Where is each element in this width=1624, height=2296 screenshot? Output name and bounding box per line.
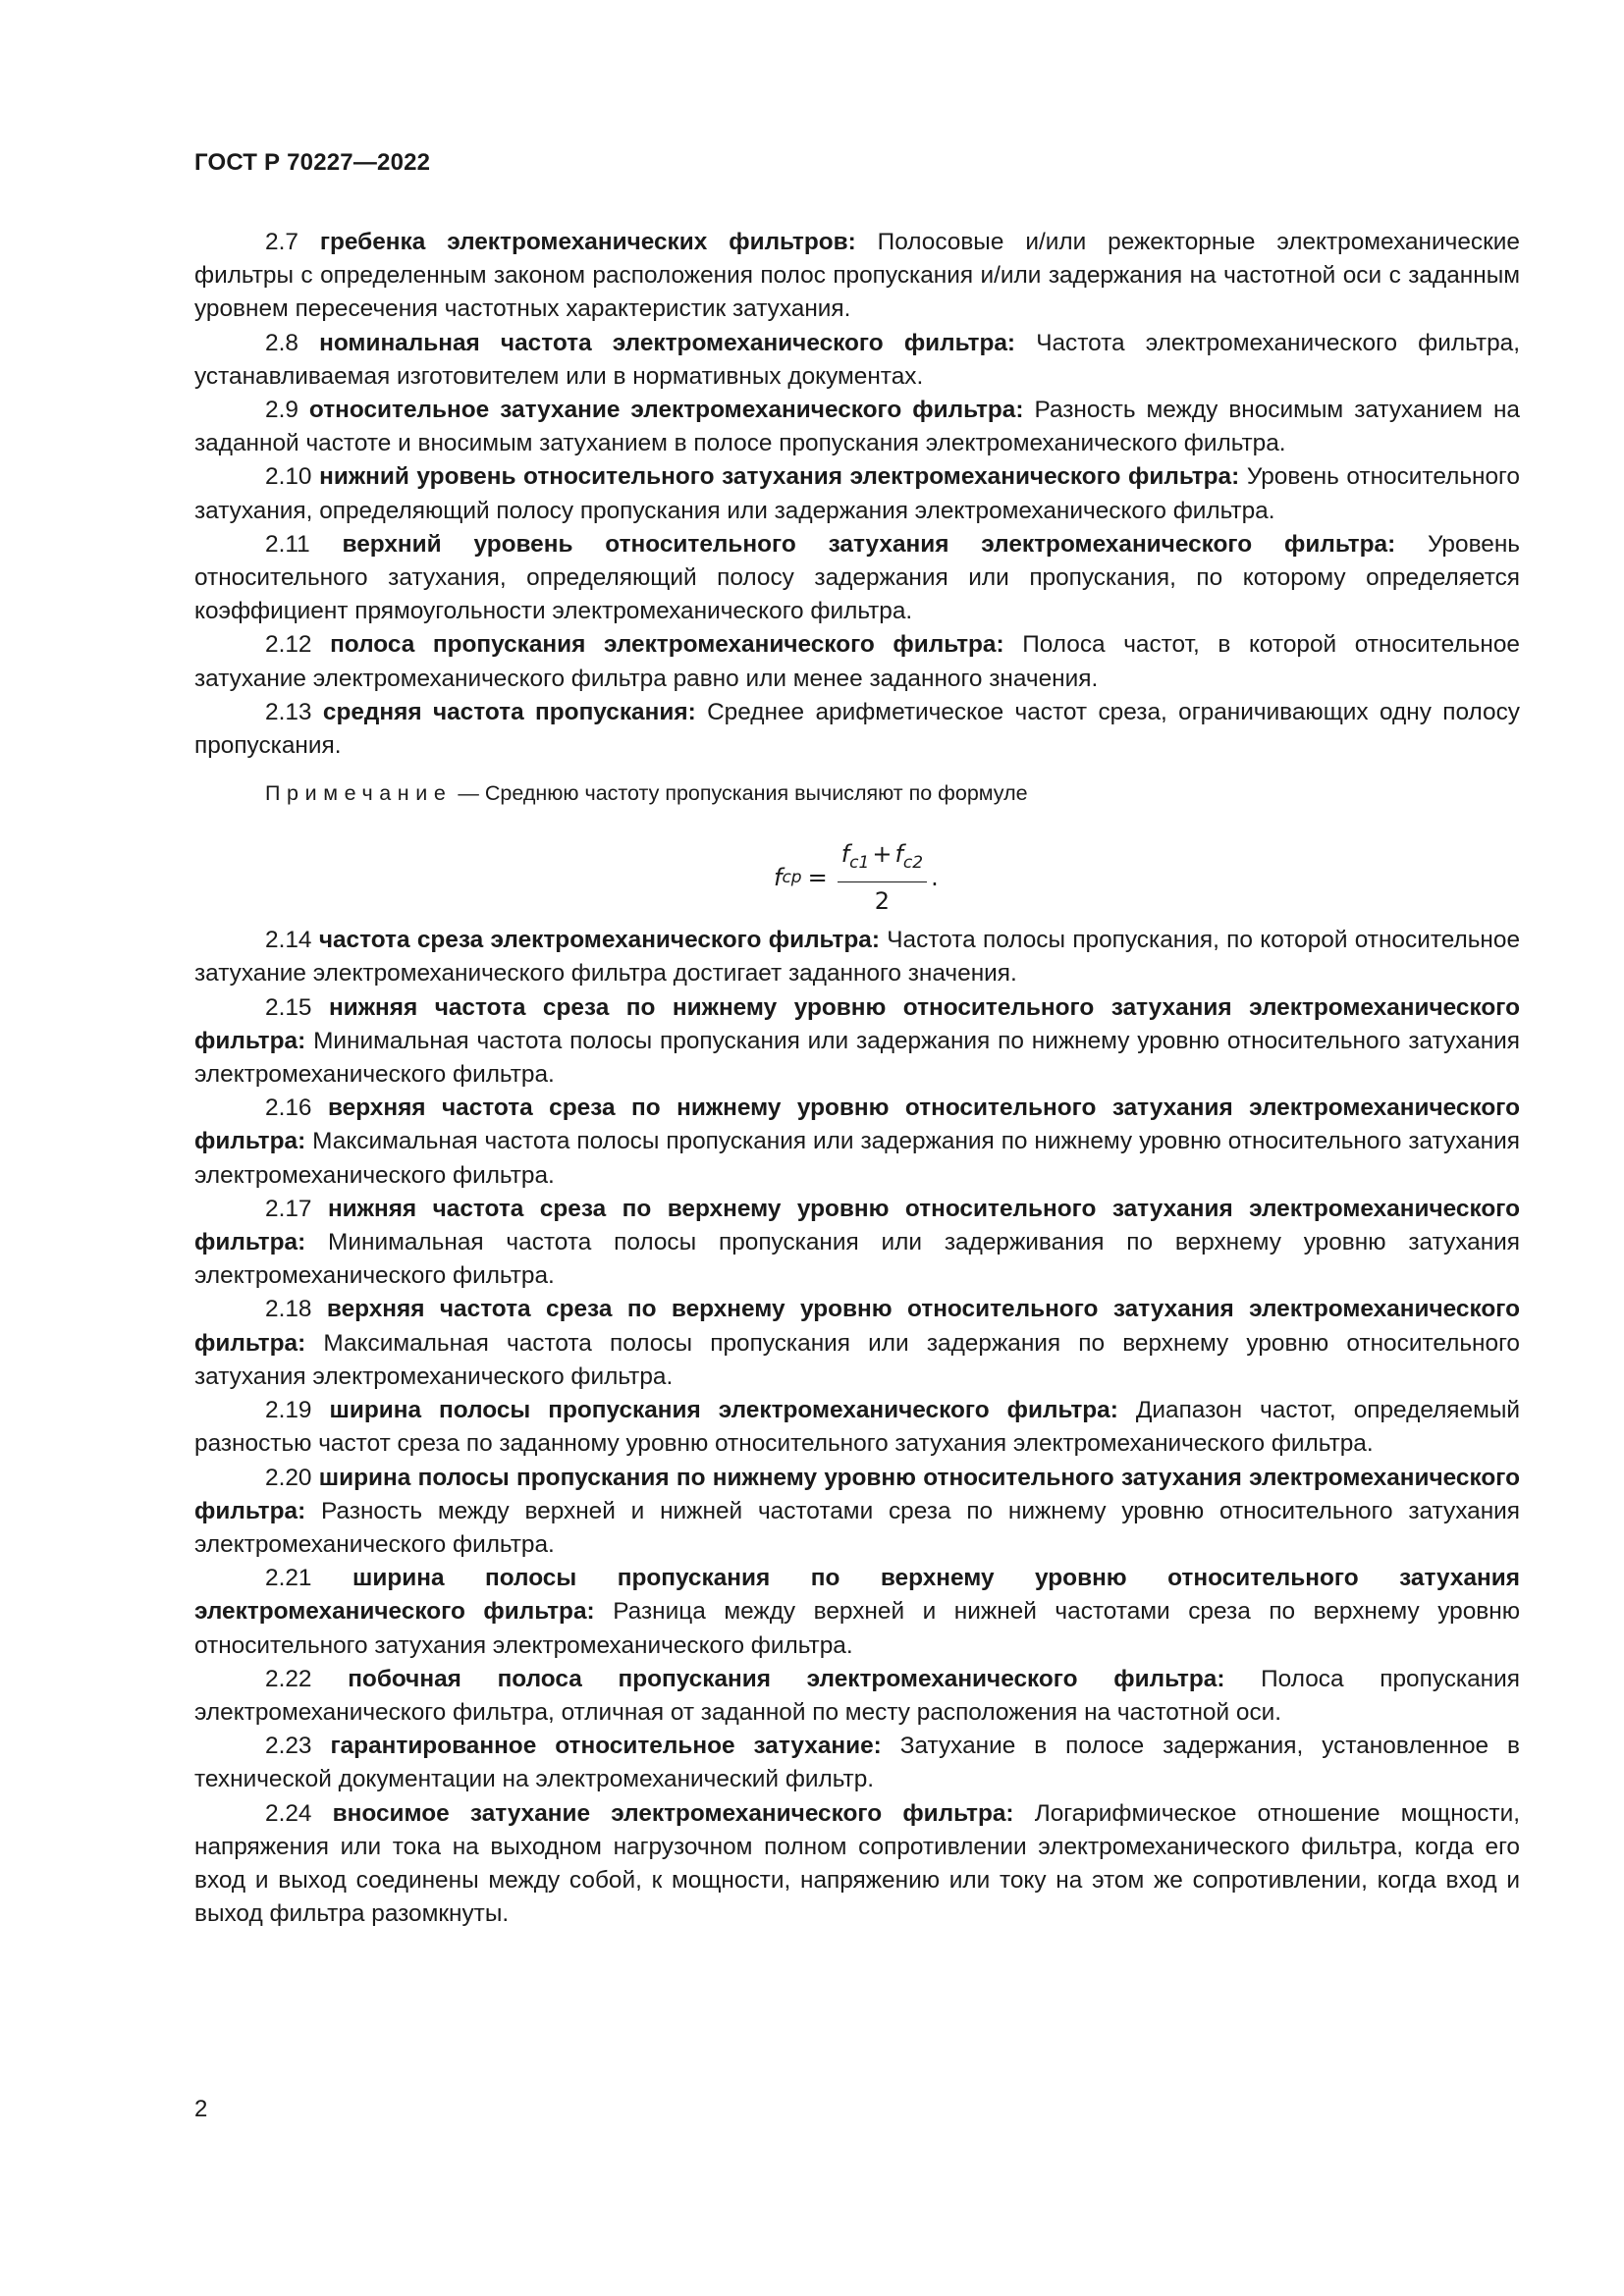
term-definition-2-13 [194,696,1520,763]
term-definition-2-9 [194,394,1520,460]
formula-numerator [838,837,927,882]
clause-number: 2.19 [265,1397,312,1424]
clause-number: 2.16 [265,1095,312,1122]
formula-numerator-subscript-b: c2 [902,853,924,874]
definition: Максимальная частота полосы пропускания или задержания по нижнему уровню относительного затухания электромеханического фильтра. [194,1128,1520,1189]
term-definition-2-12 [194,628,1520,695]
term-definition-2-11 [194,528,1520,629]
definition: Логарифмическое отношение мощности, напряжения или тока на выходном нагрузочном полном сопротивлении электромеханического фильтра, когда его вход и выход соединены между собой, к мощности, напряжению или току на этом же сопротивлении, когда вход и выход фильтра разомкнуты. [194,1799,1521,1928]
clause-number: 2.18 [265,1296,312,1323]
note [265,778,1520,808]
clause-number: 2.22 [265,1665,312,1692]
term-definition-2-23 [194,1730,1520,1796]
term: нижняя частота среза по нижнему уровню относительного затухания электромеханического фильтра: [194,993,1520,1054]
term: ширина полосы пропускания электромеханического фильтра: [329,1397,1118,1424]
term-definition-2-8 [194,327,1520,394]
formula-numerator-symbol-a: f [840,840,850,869]
definition: Полосовые и/или режекторные электромеханические фильтры с определенным законом расположения полос пропускания и/или задержания на частотной оси с заданным уровнем пересечения частотных характеристик затухания. [194,229,1520,323]
definition: Минимальная частота полосы пропускания или задержания по нижнему уровню относительного затухания электромеханического фильтра. [194,1027,1520,1089]
definition: Разность между верхней и нижней частотами среза по нижнему уровню относительного затухания электромеханического фильтра. [194,1497,1520,1558]
term: полоса пропускания электромеханического фильтра: [330,631,1004,659]
page-number: 2 [194,2096,208,2122]
formula-denominator: 2 [874,887,891,916]
formula-numerator-subscript-a: c1 [849,853,870,874]
definition: Минимальная частота полосы пропускания или задерживания по верхнему уровню затухания электромеханического фильтра. [194,1229,1520,1290]
clause-number: 2.9 [265,397,298,424]
definition: Уровень относительного затухания, определяющий полосу пропускания или задержания электромеханического фильтра. [194,463,1520,524]
term: гребенка электромеханических фильтров: [319,229,856,255]
term-definition-2-19 [194,1394,1520,1461]
clause-number: 2.11 [265,530,310,558]
definition: Полоса частот, в которой относительное затухание электромеханического фильтра равно или менее заданного значения. [194,631,1520,692]
term: нижняя частота среза по верхнему уровню относительного затухания электромеханического фильтра: [194,1195,1521,1256]
clause-number: 2.15 [265,993,312,1021]
formula-fraction [838,837,927,918]
definition: Уровень относительного затухания, определяющий полосу задержания или пропускания, по которому определяется коэффициент прямоугольности электромеханического фильтра. [194,530,1520,625]
definition: Затухание в полосе задержания, установленное в технической документации на электромеханический фильтр. [194,1733,1521,1793]
clause-number: 2.8 [265,329,298,356]
term-definition-2-21 [194,1562,1520,1663]
document-body [194,226,1520,1931]
formula-end: . [931,864,939,892]
clause-number: 2.10 [265,463,312,491]
term-definition-2-17 [194,1193,1520,1294]
term: ширина полосы пропускания по нижнему уровню относительного затухания электромеханического фильтра: [194,1464,1520,1524]
definition: Разность между вносимым затуханием на заданной частоте и вносимым затуханием в полосе пропускания электромеханического фильтра. [194,397,1520,457]
formula-equals: = [807,864,828,892]
note-label: Примечание [265,781,453,806]
definition: Частота полосы пропускания, по которой относительное затухание электромеханического фильтра достигает заданного значения. [194,927,1521,988]
term-definition-2-10 [194,460,1520,527]
clause-number: 2.12 [265,631,312,659]
clause-number: 2.20 [265,1464,312,1491]
standard-designation: ГОСТ Р 70227—2022 [194,149,431,176]
clause-number: 2.7 [265,229,298,255]
term: номинальная частота электромеханического фильтра: [319,329,1016,356]
term: относительное затухание электромеханического фильтра: [308,397,1024,424]
definition: Среднее арифметическое частот среза, ограничивающих одну полосу пропускания. [194,698,1520,760]
term: средняя частота пропускания: [322,698,696,725]
clause-number: 2.23 [265,1733,312,1760]
term: частота среза электромеханического фильтра: [318,927,880,954]
term-definition-2-20 [194,1462,1520,1563]
clause-number: 2.13 [265,698,312,725]
term: верхняя частота среза по нижнему уровню относительного затухания электромеханического фильтра: [194,1095,1521,1155]
term-definition-2-24 [194,1797,1520,1932]
formula-numerator-symbol-b: f [894,840,903,869]
clause-number: 2.17 [265,1195,312,1222]
term: побочная полоса пропускания электромеханического фильтра: [348,1665,1225,1692]
term: верхний уровень относительного затухания электромеханического фильтра: [342,530,1396,558]
definition: Максимальная частота полосы пропускания или задержания по верхнему уровню относительного затухания электромеханического фильтра. [194,1329,1520,1390]
clause-number: 2.21 [265,1565,312,1592]
formula-lhs-symbol: f [774,864,783,892]
term: нижний уровень относительного затухания электромеханического фильтра: [319,463,1240,491]
term-definition-2-14 [194,924,1520,990]
term: вносимое затухание электромеханического фильтра: [332,1799,1014,1827]
term-definition-2-16 [194,1092,1520,1193]
clause-number: 2.24 [265,1799,312,1827]
term: ширина полосы пропускания по верхнему уровню относительного затухания электромеханического фильтра: [194,1565,1520,1626]
definition: Разница между верхней и нижней частотами среза по верхнему уровню относительного затухания электромеханического фильтра. [194,1598,1520,1659]
term-definition-2-18 [194,1293,1520,1394]
mean-frequency-formula [774,837,939,918]
term-definition-2-22 [194,1663,1520,1730]
definition: Полоса пропускания электромеханического фильтра, отличная от заданной по месту расположения на частотной оси. [194,1665,1520,1726]
term: гарантированное относительное затухание: [330,1733,882,1760]
note-text: — Среднюю частоту пропускания вычисляют по формуле [452,781,1028,806]
definition: Диапазон частот, определяемый разностью частот среза по заданному уровню относительного затухания электромеханического фильтра. [194,1397,1521,1458]
formula-block [194,808,1520,924]
term-definition-2-7 [194,226,1520,327]
definition: Частота электромеханического фильтра, устанавливаемая изготовителем или в нормативных документах. [194,329,1520,390]
clause-number: 2.14 [265,927,312,954]
term: верхняя частота среза по верхнему уровню относительного затухания электромеханического фильтра: [194,1296,1520,1357]
term-definition-2-15 [194,991,1520,1093]
formula-plus: + [872,840,893,869]
formula-lhs-subscript: cp [782,868,802,888]
